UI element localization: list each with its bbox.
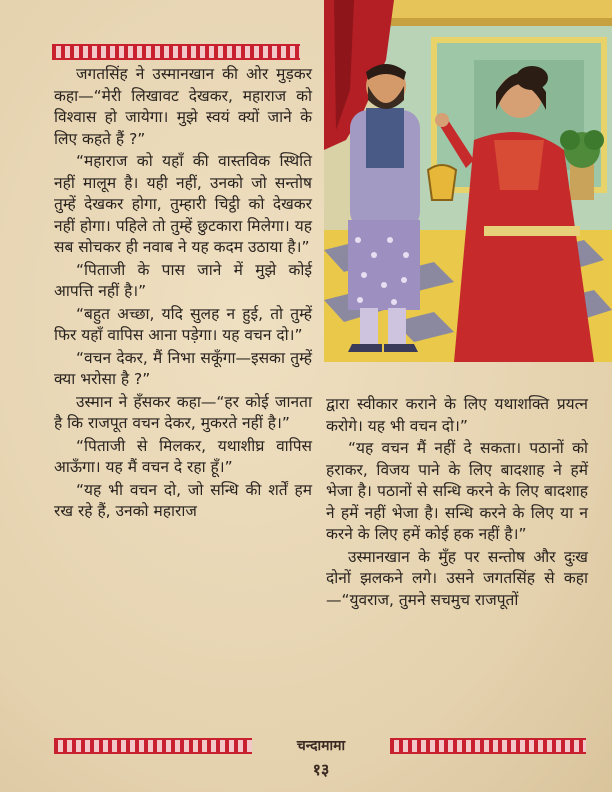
right-text-column [326, 394, 588, 612]
left-paragraph-3: “पिताजी के पास जाने में मुझे कोई आपत्ति नहीं है।” [54, 260, 312, 300]
left-paragraph-1: जगतसिंह ने उस्मानखान की ओर मुड़कर कहा—“मेरी लिखावट देखकर, महाराज को विश्वास हो जायेगा। मुझे स्वयं क्यों जाने के लिए कहते हैं ?” [54, 65, 312, 148]
left-paragraph-6: उस्मान ने हँसकर कहा—“हर कोई जानता है कि राजपूत वचन देकर, मुकरते नहीं है।” [54, 392, 312, 432]
left-paragraph-5: “वचन देकर, मैं निभा सकूँगा—इसका तुम्हें क्या भरोसा है ?” [54, 348, 312, 388]
left-text-column [54, 64, 312, 524]
right-paragraph-2: “यह वचन मैं नहीं दे सकता। पठानों को हराकर, विजय पाने के लिए बादशाह ने हमें भेजा है। पठानों से सन्धि करने के लिए बादशाह ने हमें नहीं भेजा है। सन्धि करने के लिए या न करने के लिए हमें कोई हक नहीं है।” [326, 439, 588, 543]
left-paragraph-7: “पिताजी से मिलकर, यथाशीघ्र वापिस आऊँगा। यह मैं वचन दे रहा हूँ।” [54, 436, 312, 476]
decorative-border-bottom-right [390, 738, 586, 754]
left-paragraph-8: “यह भी वचन दो, जो सन्धि की शर्तें हम रख रहे हैं, उनको महाराज [54, 480, 312, 520]
left-paragraph-2: “महाराज को यहाँ की वास्तविक स्थिति नहीं मालूम है। यही नहीं, उनको जो सन्तोष तुम्हें देखकर होगा, तुम्हारी चिट्ठी को देखकर नहीं होगा। पहिले तो तुम्हें छुटकारा मिलेगा। यह सब सोचकर ही नवाब ने यह कदम उठाया है।” [54, 152, 312, 256]
decorative-border-top [52, 44, 300, 60]
story-illustration [324, 0, 612, 362]
right-paragraph-3: उस्मानखान के मुँह पर सन्तोष और दुःख दोनों झलकने लगे। उसने जगतसिंह से कहा—“युवराज, तुमने सचमुच राजपूतों [326, 547, 588, 609]
decorative-border-bottom-left [54, 738, 252, 754]
left-paragraph-4: “बहुत अच्छा, यदि सुलह न हुई, तो तुम्हें फिर यहाँ वापिस आना पड़ेगा। यह वचन दो।” [54, 304, 312, 344]
page-number: १३ [312, 760, 330, 779]
magazine-title: चन्दामामा [296, 738, 346, 754]
right-paragraph-1: द्वारा स्वीकार कराने के लिए यथाशक्ति प्रयत्न करोगे। यह भी वचन दो।” [326, 395, 588, 435]
